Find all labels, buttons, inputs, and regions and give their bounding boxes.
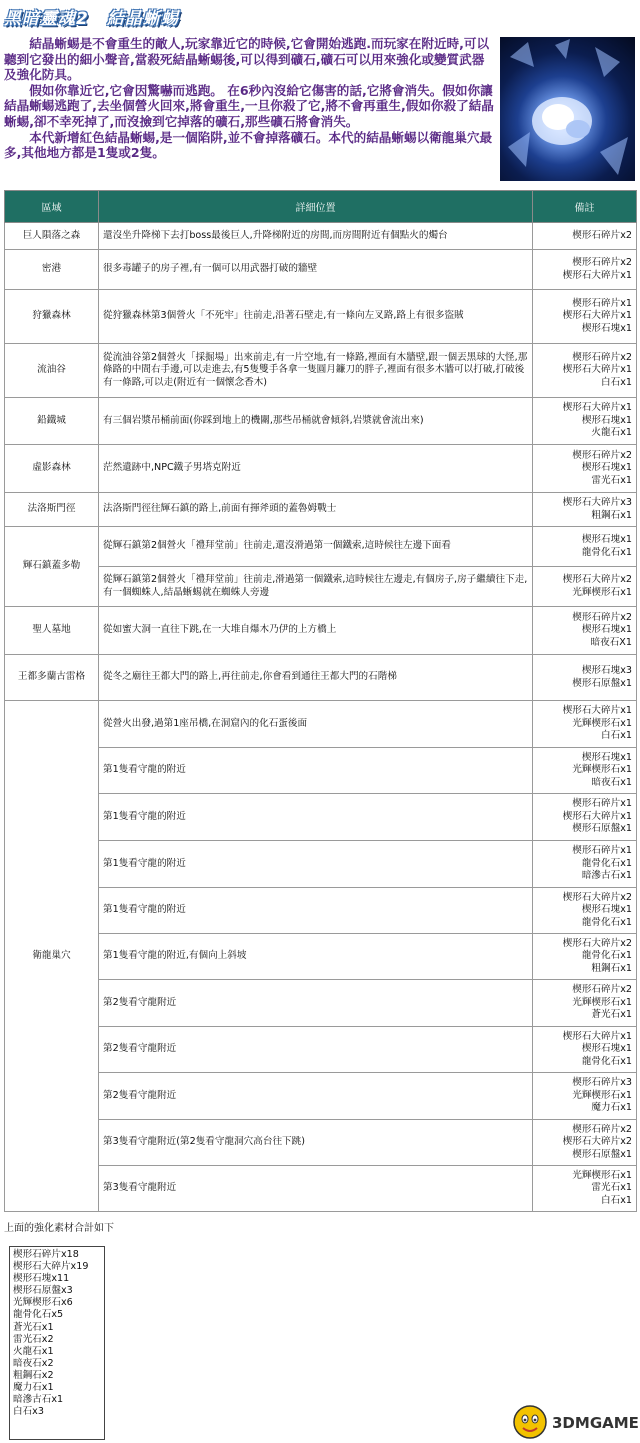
region-cell: 法洛斯門徑 xyxy=(5,493,99,527)
summary-label: 上面的強化素材合計如下 xyxy=(4,1223,114,1234)
table-row xyxy=(5,250,637,290)
note-cell: 楔形石大碎片x2 光輝楔形石x1 xyxy=(533,567,637,607)
table-row xyxy=(5,1166,637,1212)
summary-item: 魔力石x1 xyxy=(13,1382,54,1394)
summary-item: 楔形石原盤x3 xyxy=(13,1285,73,1297)
crystal-lizard-image xyxy=(500,37,635,181)
table-row xyxy=(5,344,637,398)
header-region: 區域 xyxy=(5,191,99,223)
location-cell: 從冬之廟往王都大門的路上,再往前走,你會看到通往王都大門的石階梯 xyxy=(99,655,533,701)
location-cell: 第2隻看守龍附近 xyxy=(99,1027,533,1073)
note-cell: 楔形石碎片x1 龍骨化石x1 暗滲古石x1 xyxy=(533,841,637,888)
table-row xyxy=(5,1073,637,1120)
lizard-locations-table xyxy=(4,190,637,1212)
note-cell: 楔形石碎片x2 楔形石大碎片x1 xyxy=(533,250,637,290)
note-cell: 楔形石大碎片x1 楔形石塊x1 龍骨化石x1 xyxy=(533,1027,637,1073)
note-cell: 楔形石碎片x2 光輝楔形石x1 蒼光石x1 xyxy=(533,980,637,1027)
note-cell: 楔形石碎片x2 xyxy=(533,223,637,250)
table-row xyxy=(5,701,637,748)
summary-item: 暗夜石x2 xyxy=(13,1357,54,1369)
region-cell: 狩獵森林 xyxy=(5,290,99,344)
table-row xyxy=(5,655,637,701)
table-row xyxy=(5,794,637,841)
location-cell: 第2隻看守龍附近 xyxy=(99,1073,533,1120)
note-cell: 楔形石碎片x2 楔形石大碎片x2 楔形石原盤x1 xyxy=(533,1120,637,1166)
location-cell: 第2隻看守龍附近 xyxy=(99,980,533,1027)
header-location: 詳細位置 xyxy=(99,191,533,223)
region-cell: 虛影森林 xyxy=(5,445,99,493)
note-cell: 楔形石大碎片x2 楔形石塊x1 龍骨化石x1 xyxy=(533,888,637,934)
location-cell: 還沒坐升降梯下去打boss最後巨人,升降梯附近的房間,而房間附近有個點火的燭台 xyxy=(99,223,533,250)
summary-item: 白石x3 xyxy=(13,1406,44,1418)
location-cell: 第1隻看守龍的附近 xyxy=(99,841,533,888)
location-cell: 第3隻看守龍附近(第2隻看守龍洞穴高台往下跳) xyxy=(99,1120,533,1166)
summary-item: 楔形石大碎片x19 xyxy=(13,1261,89,1273)
table-row xyxy=(5,527,637,567)
table-row xyxy=(5,888,637,934)
location-cell: 第1隻看守龍的附近 xyxy=(99,888,533,934)
intro-text xyxy=(4,36,494,161)
location-cell: 有三個岩漿吊桶前面(你踩到地上的機關,那些吊桶就會傾斜,岩漿就會流出來) xyxy=(99,398,533,445)
summary-item: 楔形石塊x11 xyxy=(13,1273,70,1285)
location-cell: 從狩獵森林第3個營火「不死牢」往前走,沿著石壁走,有一條向左叉路,路上有很多盜賊 xyxy=(99,290,533,344)
location-cell: 從輝石鎮第2個營火「禮拜堂前」往前走,滑過第一個鐵索,這時候往左邊走,有個房子,房子繼續往下走,有一個蜘蛛人,結晶蜥蜴就在蜘蛛人旁邊 xyxy=(99,567,533,607)
location-cell: 第1隻看守龍的附近,有個向上斜坡 xyxy=(99,934,533,980)
page-title: 黑暗靈魂2 結晶蜥蜴 xyxy=(4,9,179,29)
note-cell: 楔形石碎片x2 楔形石塊x1 雷光石x1 xyxy=(533,445,637,493)
watermark xyxy=(512,1404,639,1440)
region-cell: 輝石鎮蓋多勒 xyxy=(5,527,99,607)
note-cell: 光輝楔形石x1 雷光石x1 白石x1 xyxy=(533,1166,637,1212)
note-cell: 楔形石大碎片x1 光輝楔形石x1 白石x1 xyxy=(533,701,637,748)
summary-item: 火龍石x1 xyxy=(13,1345,54,1357)
location-cell: 從輝石鎮第2個營火「禮拜堂前」往前走,還沒滑過第一個鐵索,這時候往左邊下面看 xyxy=(99,527,533,567)
note-cell: 楔形石碎片x1 楔形石大碎片x1 楔形石塊x1 xyxy=(533,290,637,344)
region-cell: 流油谷 xyxy=(5,344,99,398)
region-cell: 巨人隕落之森 xyxy=(5,223,99,250)
intro-paragraph: 假如你靠近它,它會因驚嚇而逃跑。 在6秒內沒給它傷害的話,它將會消失。假如你讓結晶蜥蜴逃跑了,去坐個營火回來,將會重生,一旦你殺了它,將不會再重生,假如你殺了結晶蜥蜴,卻不幸死掉了,而沒撿到它掉落的礦石,那些礦石將會消失。 xyxy=(4,82,494,129)
location-cell: 法洛斯門徑往輝石鎮的路上,前面有揮斧頭的蓋魯姆戰士 xyxy=(99,493,533,527)
table-row xyxy=(5,934,637,980)
table-row xyxy=(5,290,637,344)
region-cell: 鉛鐵城 xyxy=(5,398,99,445)
summary-box xyxy=(9,1246,105,1440)
table-row xyxy=(5,1027,637,1073)
crystal-lizard-illustration xyxy=(500,37,635,181)
summary-item: 雷光石x2 xyxy=(13,1333,54,1345)
table-row xyxy=(5,398,637,445)
summary-item: 蒼光石x1 xyxy=(13,1321,54,1333)
watermark-logo-icon xyxy=(512,1404,548,1440)
region-cell: 王都多蘭古雷格 xyxy=(5,655,99,701)
location-cell: 茫然遺跡中,NPC鐵子男塔克附近 xyxy=(99,445,533,493)
note-cell: 楔形石碎片x2 楔形石塊x1 暗夜石X1 xyxy=(533,607,637,655)
location-cell: 第3隻看守龍附近 xyxy=(99,1166,533,1212)
table-row xyxy=(5,445,637,493)
summary-item: 楔形石碎片x18 xyxy=(13,1249,79,1260)
summary-item: 光輝楔形石x6 xyxy=(13,1297,73,1309)
table-row xyxy=(5,748,637,794)
region-cell: 聖人墓地 xyxy=(5,607,99,655)
table-row xyxy=(5,1120,637,1166)
watermark-text: 3DMGAME xyxy=(552,1414,639,1432)
table-row xyxy=(5,980,637,1027)
note-cell: 楔形石塊x3 楔形石原盤x1 xyxy=(533,655,637,701)
table-row xyxy=(5,223,637,250)
table-row xyxy=(5,493,637,527)
table-row xyxy=(5,567,637,607)
note-cell: 楔形石大碎片x3 粗鋼石x1 xyxy=(533,493,637,527)
note-cell: 楔形石碎片x2 楔形石大碎片x1 白石x1 xyxy=(533,344,637,398)
note-cell: 楔形石大碎片x1 楔形石塊x1 火龍石x1 xyxy=(533,398,637,445)
location-cell: 第1隻看守龍的附近 xyxy=(99,794,533,841)
note-cell: 楔形石塊x1 光輝楔形石x1 暗夜石x1 xyxy=(533,748,637,794)
location-cell: 從營火出發,過第1座吊橋,在洞窟內的化石蛋後面 xyxy=(99,701,533,748)
intro-paragraph: 結晶蜥蜴是不會重生的敵人,玩家靠近它的時候,它會開始逃跑.而玩家在附近時,可以聽到它發出的細小聲音,當殺死結晶蜥蜴後,可以得到礦石,礦石可以用來強化或變質武器及強化防具。 xyxy=(4,36,490,83)
note-cell: 楔形石碎片x3 光輝楔形石x1 魔力石x1 xyxy=(533,1073,637,1120)
location-cell: 從如蜜大洞一直往下跳,在一大堆自爆木乃伊的上方橋上 xyxy=(99,607,533,655)
region-cell: 衛龍巢穴 xyxy=(5,701,99,1212)
table-header-row xyxy=(5,191,637,223)
intro-paragraph: 本代新增紅色結晶蜥蜴,是一個陷阱,並不會掉落礦石。本代的結晶蜥蜴以衛龍巢穴最多,其他地方都是1隻或2隻。 xyxy=(4,129,493,161)
table-row xyxy=(5,607,637,655)
summary-item: 粗鋼石x2 xyxy=(13,1369,54,1381)
note-cell: 楔形石塊x1 龍骨化石x1 xyxy=(533,527,637,567)
note-cell: 楔形石大碎片x2 龍骨化石x1 粗鋼石x1 xyxy=(533,934,637,980)
note-cell: 楔形石碎片x1 楔形石大碎片x1 楔形石原盤x1 xyxy=(533,794,637,841)
location-cell: 第1隻看守龍的附近 xyxy=(99,748,533,794)
location-cell: 很多毒罐子的房子裡,有一個可以用武器打破的牆壁 xyxy=(99,250,533,290)
region-cell: 密港 xyxy=(5,250,99,290)
location-cell: 從流油谷第2個營火「採掘場」出來前走,有一片空地,有一條路,裡面有木牆壁,跟一個丟黑球的大怪,那條路的中間右手邊,可以走進去,有5隻雙手各拿一隻圓月鐮刀的胖子,裡面有很多木牆可以打破,打破後有一條路,可以走(附近有一個懷念香木) xyxy=(99,344,533,398)
table-row xyxy=(5,841,637,888)
header-note: 備註 xyxy=(533,191,637,223)
summary-item: 暗滲古石x1 xyxy=(13,1394,64,1406)
summary-item: 龍骨化石x5 xyxy=(13,1309,64,1321)
